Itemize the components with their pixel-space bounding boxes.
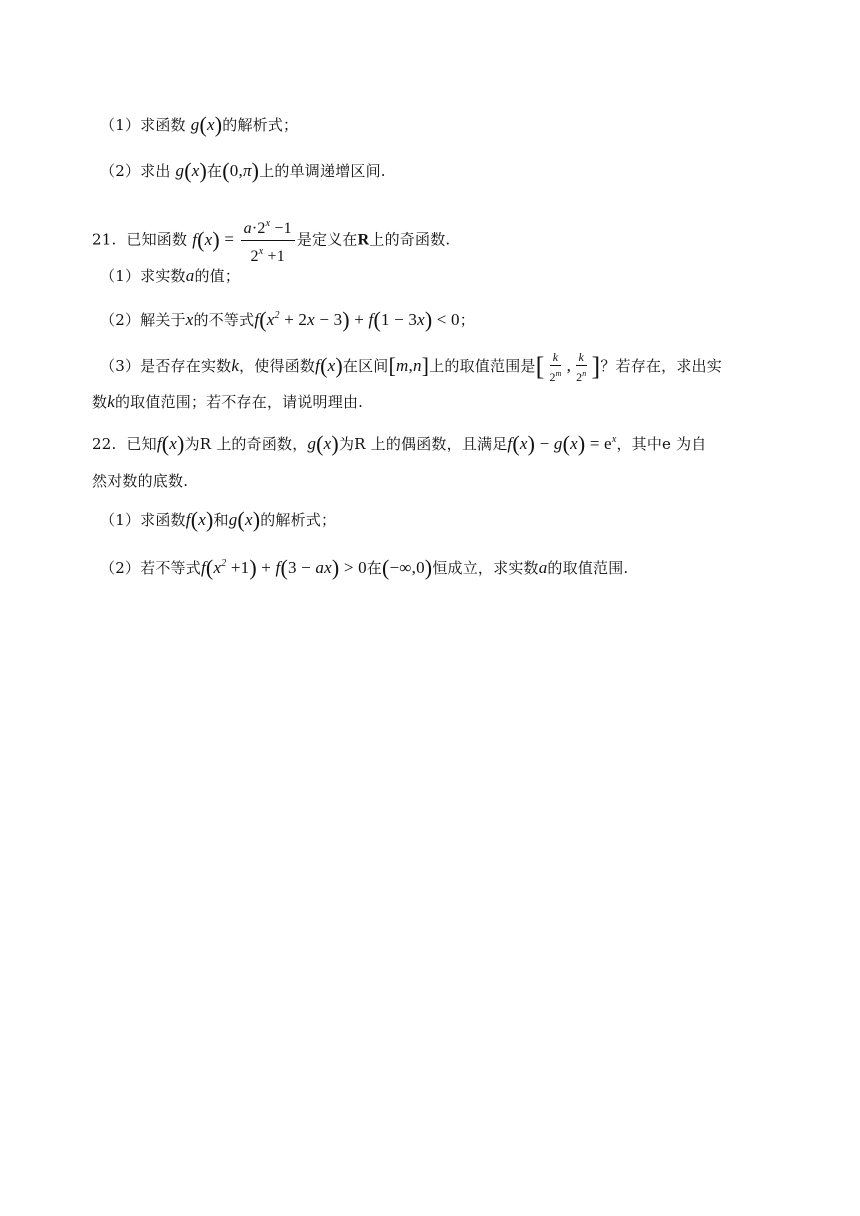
q21-part1: （1）求实数a的值；	[100, 266, 241, 285]
interval-neg-inf-0: (−∞,0)	[381, 555, 433, 580]
q21-part3-cont: 数k的取值范围；若不存在，请说明理由.	[92, 392, 364, 411]
fraction-fx-def: $\frac{a\cdot 2^x -1}{2^x +1}$	[241, 214, 295, 267]
q21-part2: （2）解关于x的不等式$f(x^2 + 2x - 3) + f(1 - 3x) < 0$；	[100, 307, 475, 332]
fraction-k-2m: $\frac{k}{2^m}$	[549, 350, 562, 384]
q22-part2: （2）若不等式$f(x^2 +1) + f(3 - ax) > 0$在(−∞,0)恒成立，求实数a的取值范围.	[100, 555, 629, 580]
q20-part2: （2）求出 g(x)在(0,π)上的单调递增区间.	[100, 158, 386, 183]
fraction-k-2n: $\frac{k}{2^n}$	[576, 350, 587, 384]
q22-part1: （1）求函数f(x)和g(x)的解析式；	[100, 507, 337, 532]
interval-0-pi: (0,π)	[222, 158, 260, 183]
q21-part3: （3）是否存在实数k，使得函数f(x)在区间[m,n]上的取值范围是[ $\frac{k}{2^m}$ , $\frac{k}{2^n}$ ]？若存在，求出实	[100, 350, 722, 384]
formula-gx: g(x)	[190, 112, 223, 137]
q22-stem-cont: 然对数的底数.	[92, 472, 189, 490]
interval-m-n: [m,n]	[388, 353, 430, 378]
relation-formula: $f(x) - g(x) = e^x$	[507, 431, 617, 456]
q22-stem: 22. 已知f(x)为R 上的奇函数，g(x)为R 上的偶函数，且满足$f(x) - g(x) = e^x$，其中e 为自	[92, 431, 707, 456]
formula-fx: f(x)	[192, 226, 220, 252]
inequality-formula: $f(x^2 +1) + f(3 - ax) > 0$	[200, 555, 367, 580]
q21-stem: 21. 已知函数 f(x) = $\frac{a\cdot 2^x -1}{2^x +1}$ 是定义在R上的奇函数.	[92, 214, 450, 267]
formula-gx: g(x)	[175, 158, 208, 183]
inequality-formula: $f(x^2 + 2x - 3) + f(1 - 3x) < 0$	[254, 307, 460, 332]
q20-part1: （1）求函数 g(x)的解析式；	[100, 112, 299, 137]
